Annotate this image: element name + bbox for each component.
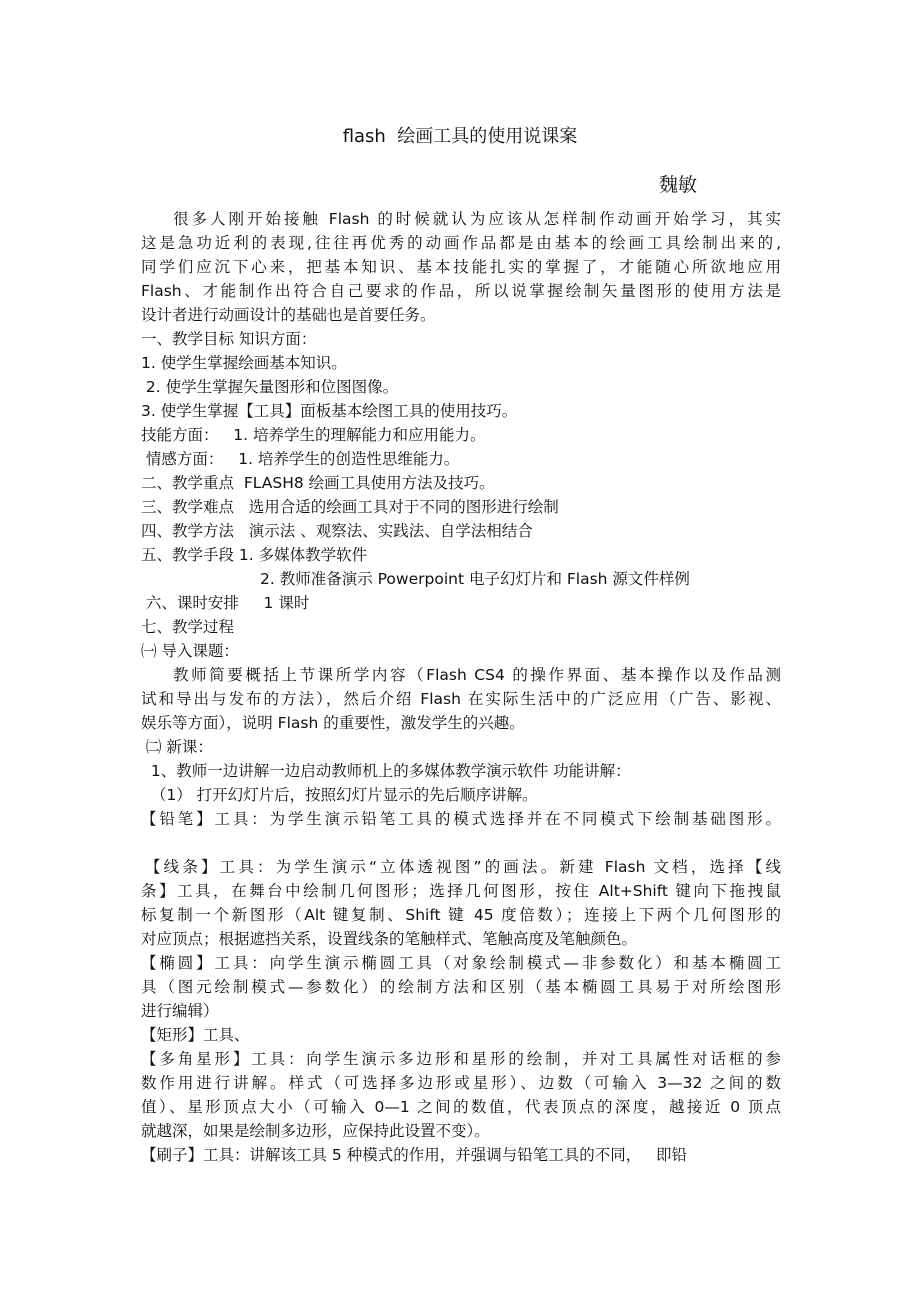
subsection-heading: ㈠ 导入课题： [141,642,239,660]
body-line: （1） 打开幻灯片后，按照幻灯片显示的先后顺序讲解。 [141,786,538,804]
section-heading: 六、课时安排 1 课时 [141,594,310,612]
body-line: 娱乐等方面），说明 Flash 的重要性，激发学生的兴趣。 [141,714,525,732]
tool-rect-line: 【矩形】工具、 [141,1026,250,1044]
list-item: 情感方面： 1. 培养学生的创造性思维能力。 [141,450,460,468]
document-title: flash 绘画工具的使用说课案 [342,126,578,147]
intro-line: 很多人刚开始接触 Flash 的时候就认为应该从怎样制作动画开始学习，其实 [173,210,781,228]
section-heading: 七、教学过程 [141,618,235,636]
body-line: 1、教师一边讲解一边启动教师机上的多媒体教学演示软件 功能讲解： [141,762,631,780]
subsection-heading: ㈡ 新课： [141,738,213,756]
tool-line-line: 【线条】工具：为学生演示“立体透视图”的画法。新建 Flash 文档，选择【线 [145,858,781,876]
author-name: 魏敏 [659,174,698,196]
tool-line-line: 标复制一个新图形（Alt 键复制、Shift 键 45 度倍数）；连接上下两个几何图形的 [141,906,781,924]
intro-line: 设计者进行动画设计的基础也是首要任务。 [141,306,436,324]
tool-brush-line: 【刷子】工具：讲解该工具 5 种模式的作用，并强调与铅笔工具的不同， 即铅 [141,1146,687,1164]
list-item: 2. 使学生掌握矢量图形和位图图像。 [141,378,399,396]
tool-line-line: 条】工具，在舞台中绘制几何图形；选择几何图形，按住 Alt+Shift 键向下拖拽鼠 [141,882,781,900]
intro-line: 同学们应沉下心来，把基本知识、基本技能扎实的掌握了，才能随心所欲地应用 [141,258,781,276]
tool-line-line: 对应顶点；根据遮挡关系，设置线条的笔触样式、笔触高度及笔触颜色。 [141,930,638,948]
intro-line: Flash、才能制作出符合自己要求的作品，所以说掌握绘制矢量图形的使用方法是 [141,282,781,300]
section-heading: 二、教学重点 FLASH8 绘画工具使用方法及技巧。 [141,474,495,492]
section-heading: 四、教学方法 演示法 、观察法、实践法、自学法相结合 [141,522,533,540]
list-item: 技能方面： 1. 培养学生的理解能力和应用能力。 [141,426,486,444]
list-item: 2. 教师准备演示 Powerpoint 电子幻灯片和 Flash 源文件样例 [260,570,690,588]
tool-oval-line: 具（图元绘制模式—参数化）的绘制方法和区别（基本椭圆工具易于对所绘图形 [141,978,781,996]
body-line: 试和导出与发布的方法），然后介绍 Flash 在实际生活中的广泛应用（广告、影视、 [141,690,781,708]
tool-oval-line: 【椭圆】工具：向学生演示椭圆工具（对象绘制模式—非参数化）和基本椭圆工 [141,954,781,972]
tool-polystar-line: 数作用进行讲解。样式（可选择多边形或星形）、边数（可输入 3—32 之间的数 [141,1074,781,1092]
tool-pencil-line: 【铅笔】工具：为学生演示铅笔工具的模式选择并在不同模式下绘制基础图形。 [141,810,781,828]
tool-polystar-line: 值）、星形顶点大小（可输入 0—1 之间的数值，代表顶点的深度，越接近 0 顶点 [141,1098,781,1116]
intro-line: 这是急功近利的表现,往往再优秀的动画作品都是由基本的绘画工具绘制出来的, [141,234,781,252]
tool-oval-line: 进行编辑） [141,1002,219,1020]
list-item: 1. 使学生掌握绘画基本知识。 [141,354,347,372]
section-heading: 一、教学目标 知识方面： [141,330,317,348]
list-item: 3. 使学生掌握【工具】面板基本绘图工具的使用技巧。 [141,402,518,420]
section-heading: 五、教学手段 1. 多媒体教学软件 [141,546,368,564]
tool-polystar-line: 【多角星形】工具：向学生演示多边形和星形的绘制，并对工具属性对话框的参 [141,1050,781,1068]
body-line: 教师简要概括上节课所学内容（Flash CS4 的操作界面、基本操作以及作品测 [173,666,781,684]
section-heading: 三、教学难点 选用合适的绘画工具对于不同的图形进行绘制 [141,498,559,516]
tool-polystar-line: 就越深，如果是绘制多边形，应保持此设置不变）。 [141,1122,490,1140]
